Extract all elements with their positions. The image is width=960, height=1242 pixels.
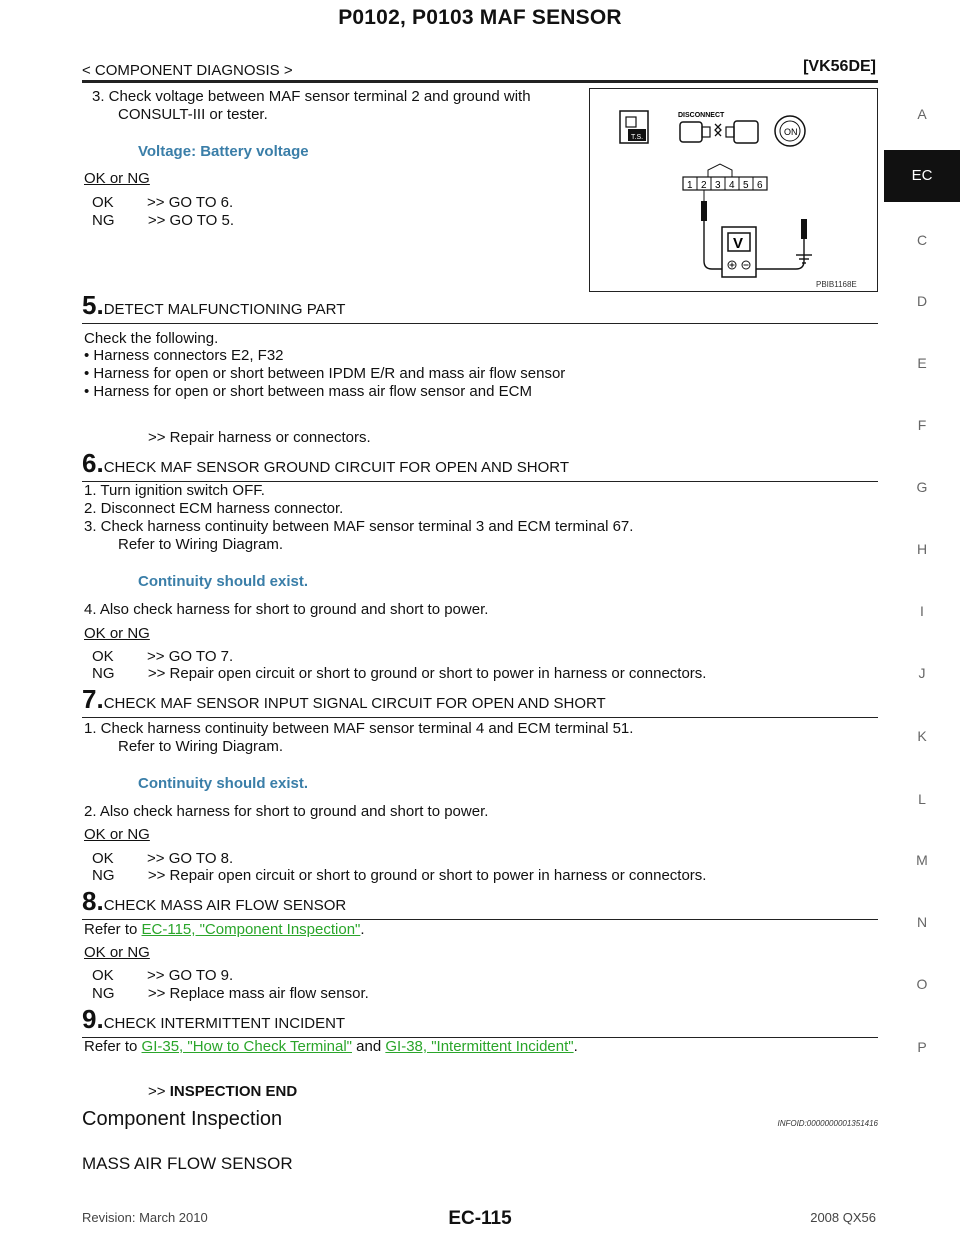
s9-and: and <box>351 1038 386 1055</box>
probe-wires <box>701 190 807 269</box>
s9-refer <box>84 1038 578 1055</box>
index-e[interactable]: E <box>917 355 927 371</box>
connector-disconnect-icon <box>678 112 758 143</box>
s4-voltage-spec: Voltage: Battery voltage <box>138 143 309 160</box>
s6-ng: NG >> Repair open circuit or short to ground or short to power in harness or connectors. <box>92 665 707 682</box>
s5-line4: • Harness for open or short between mass air flow sensor and ECM <box>84 383 532 400</box>
footer-model: 2008 QX56 <box>810 1210 876 1225</box>
index-f[interactable]: F <box>917 417 927 433</box>
s4-ok-or-ng: OK or NG <box>84 170 150 187</box>
s9-end-prefix: >> <box>148 1083 170 1100</box>
s6-ok-or-ng: OK or NG <box>84 625 150 642</box>
step-7-heading <box>82 684 878 718</box>
ignition-on-icon <box>775 116 805 146</box>
ts-icon <box>620 111 648 143</box>
s8-refer <box>84 921 365 938</box>
link-ec-115-component-inspection[interactable]: EC-115, "Component Inspection" <box>141 921 361 938</box>
on-text: ON <box>784 127 798 137</box>
page-title: P0102, P0103 MAF SENSOR <box>338 6 622 29</box>
s8-refer-text: Refer to <box>84 921 142 938</box>
s7-ok: OK >> GO TO 8. <box>92 850 234 867</box>
step-6-label: CHECK MAF SENSOR GROUND CIRCUIT FOR OPEN AND SHORT <box>103 459 570 476</box>
s6-line3: 3. Check harness continuity between MAF sensor terminal 3 and ECM terminal 67. <box>84 518 634 535</box>
pin-1: 1 <box>687 180 693 191</box>
step-9-number: 9. <box>82 1004 104 1034</box>
index-l[interactable]: L <box>918 791 926 807</box>
s8-ok-or-ng: OK or NG <box>84 944 150 961</box>
s6-line3b: Refer to Wiring Diagram. <box>118 536 284 553</box>
pin-6: 6 <box>757 180 763 191</box>
component-inspection-title: Component Inspection <box>82 1108 283 1130</box>
step-6-heading <box>82 448 878 482</box>
step-8-number: 8. <box>82 886 104 916</box>
s9-tail: . <box>573 1038 578 1055</box>
s7-line1: 1. Check harness continuity between MAF sensor terminal 4 and ECM terminal 51. <box>84 720 634 737</box>
disconnect-text: DISCONNECT <box>678 112 725 119</box>
pin-4: 4 <box>729 180 735 191</box>
s5-line1: Check the following. <box>84 330 219 347</box>
s6-line1: 1. Turn ignition switch OFF. <box>84 482 265 499</box>
step-7-number: 7. <box>82 684 104 714</box>
s7-line1b: Refer to Wiring Diagram. <box>118 738 284 755</box>
step-9-label: CHECK INTERMITTENT INCIDENT <box>103 1015 346 1032</box>
s5-line2: • Harness connectors E2, F32 <box>84 347 284 364</box>
engine-label: [VK56DE] <box>803 58 876 75</box>
s7-ok-or-ng: OK or NG <box>84 826 150 843</box>
s6-continuity-spec: Continuity should exist. <box>138 573 309 590</box>
meter-v: V <box>733 235 744 252</box>
s8-ok: OK >> GO TO 9. <box>92 967 234 984</box>
pin-5: 5 <box>743 180 749 191</box>
s7-continuity-spec: Continuity should exist. <box>138 775 309 792</box>
figure-id: PBIB1168E <box>816 280 857 289</box>
step-5-heading <box>82 290 878 324</box>
voltage-check-diagram <box>589 88 878 292</box>
link-gi-38-intermittent-incident[interactable]: GI-38, "Intermittent Incident" <box>385 1038 574 1055</box>
index-m[interactable]: M <box>916 852 928 868</box>
s4-step3: 3. Check voltage between MAF sensor terminal 2 and ground with <box>92 88 531 105</box>
index-g[interactable]: G <box>916 479 928 495</box>
s9-end <box>148 1083 297 1100</box>
index-p[interactable]: P <box>917 1039 927 1055</box>
step-5-label: DETECT MALFUNCTIONING PART <box>103 301 346 318</box>
s8-refer-tail: . <box>360 921 365 938</box>
index-h[interactable]: H <box>916 541 928 557</box>
s6-ok: OK >> GO TO 7. <box>92 648 234 665</box>
s5-action: >> Repair harness or connectors. <box>148 429 371 446</box>
diagram-svg <box>590 89 876 290</box>
index-d[interactable]: D <box>916 293 928 309</box>
step-5-number: 5. <box>82 290 104 320</box>
s8-ng: NG >> Replace mass air flow sensor. <box>92 985 369 1002</box>
section-label: < COMPONENT DIAGNOSIS > <box>82 62 293 79</box>
voltmeter-icon <box>722 227 756 277</box>
s7-line2: 2. Also check harness for short to ground and short to power. <box>84 803 489 820</box>
s6-line4: 4. Also check harness for short to ground and short to power. <box>84 601 489 618</box>
header-rule <box>82 80 878 83</box>
index-k[interactable]: K <box>917 728 927 744</box>
step-7-label: CHECK MAF SENSOR INPUT SIGNAL CIRCUIT FOR OPEN AND SHORT <box>103 695 606 712</box>
s4-ok: OK >> GO TO 6. <box>92 194 234 211</box>
index-j[interactable]: J <box>918 665 926 681</box>
step-6-number: 6. <box>82 448 104 478</box>
section-index <box>884 0 960 1242</box>
index-i[interactable]: I <box>920 603 924 619</box>
s4-ng: NG >> GO TO 5. <box>92 212 234 229</box>
index-ec-active[interactable]: EC <box>884 150 960 202</box>
connector-pins <box>683 164 767 191</box>
s5-line3: • Harness for open or short between IPDM E/R and mass air flow sensor <box>84 365 566 382</box>
index-o[interactable]: O <box>916 976 928 992</box>
s9-refer-text: Refer to <box>84 1038 142 1055</box>
s9-end-label: INSPECTION END <box>169 1083 298 1100</box>
step-8-label: CHECK MASS AIR FLOW SENSOR <box>103 897 347 914</box>
link-gi-35-how-to-check-terminal[interactable]: GI-35, "How to Check Terminal" <box>141 1038 352 1055</box>
pin-2: 2 <box>701 180 707 191</box>
page-number: EC-115 <box>448 1208 512 1229</box>
footer-revision: Revision: March 2010 <box>82 1210 208 1225</box>
step-9-heading <box>82 1004 878 1038</box>
s6-line2: 2. Disconnect ECM harness connector. <box>84 500 344 517</box>
index-a[interactable]: A <box>917 106 927 122</box>
s4-step3b: CONSULT-III or tester. <box>118 106 268 123</box>
index-n[interactable]: N <box>916 914 928 930</box>
info-id: INFOID:0000000001351416 <box>777 1119 878 1128</box>
maf-sensor-subheading: MASS AIR FLOW SENSOR <box>82 1154 293 1173</box>
step-8-heading <box>82 886 878 920</box>
ts-text: T.S. <box>631 134 644 141</box>
pin-3: 3 <box>715 180 721 191</box>
s7-ng: NG >> Repair open circuit or short to ground or short to power in harness or connectors. <box>92 867 707 884</box>
index-c[interactable]: C <box>916 232 928 248</box>
